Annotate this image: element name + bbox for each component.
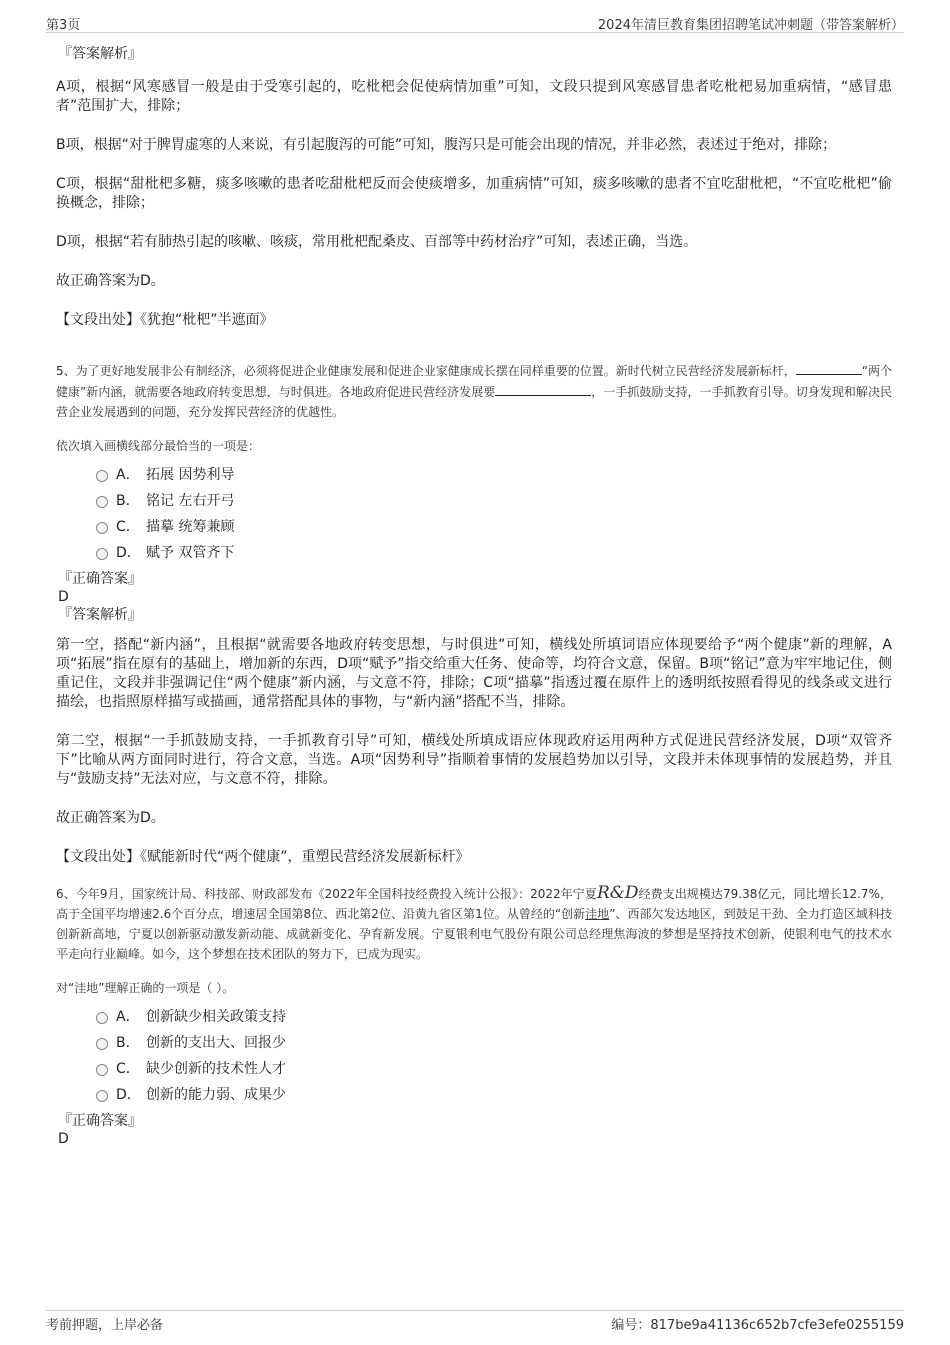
correct-answer-label: 『正确答案』 [58, 571, 142, 587]
question-prompt: 依次填入画横线部分最恰当的一项是： [56, 439, 261, 453]
conclusion: 故正确答案为D。 [56, 273, 165, 289]
answer-analysis-label: 『答案解析』 [58, 46, 142, 62]
option-a[interactable]: A． 创新缺少相关政策支持 [96, 1004, 892, 1030]
analysis-paragraph: 第一空，搭配“新内涵”，且根据“就需要各地政府转变思想，与时俱进”可知，横线处所填词语应体现要给予“两个健康”新的理解，A项“拓展”指在原有的基础上，增加新的东西，D项“赋予”指交给重大任务、使命等，均符合文意，保留。B项“铭记”意为牢牢地记住，侧重记住，文段并非强调记住“两个健康”新内涵，与文意不符，排除；C项“描摹”指透过覆在原件上的透明纸按照看得见的线条或文进行描绘，也指照原样描写或描画，通常搭配具体的事物，与“新内涵”搭配不当，排除。 [56, 637, 892, 710]
analysis-paragraph: 第二空，根据“一手抓鼓励支持，一手抓教育引导”可知，横线处所填成语应体现政府运用两种方式促进民营经济发展，D项“双管齐下”比喻从两方面同时进行，符合文意，当选。A项“因势利导”指顺着事情的发展趋势加以引导，文段并未体现事情的发展趋势，并且与“鼓励支持”无法对应，与文意不符，排除。 [56, 733, 892, 787]
option-a[interactable]: A． 拓展 因势利导 [96, 462, 892, 488]
radio-icon[interactable] [96, 1038, 108, 1050]
correct-answer-label: 『正确答案』 [58, 1113, 142, 1129]
fill-blank [796, 360, 862, 375]
radio-icon[interactable] [96, 1064, 108, 1076]
document-title: 2024年清巨教育集团招聘笔试冲刺题（带答案解析） [597, 18, 904, 33]
correct-answer: D [58, 1131, 69, 1147]
correct-answer: D [58, 589, 69, 605]
option-b[interactable]: B． 铭记 左右开弓 [96, 488, 892, 514]
source-note: 【文段出处】《犹抱“枇杷”半遮面》 [56, 312, 274, 328]
analysis-paragraph: C项，根据“甜枇杷多糖，痰多咳嗽的患者吃甜枇杷反而会使痰增多，加重病情”可知，痰多咳嗽的患者不宜吃甜枇杷，“不宜吃枇杷”偷换概念，排除； [56, 176, 892, 211]
radio-icon[interactable] [96, 496, 108, 508]
source-note: 【文段出处】《赋能新时代“两个健康”，重塑民营经济发展新标杆》 [56, 849, 470, 865]
option-b[interactable]: B． 创新的支出大、回报少 [96, 1030, 892, 1056]
question-prompt: 对“洼地”理解正确的一项是（ ）。 [56, 981, 235, 995]
option-list [96, 462, 892, 566]
fill-blank [495, 381, 591, 396]
radio-icon[interactable] [96, 548, 108, 560]
analysis-paragraph: B项，根据“对于脾胃虚寒的人来说，有引起腹泻的可能”可知，腹泻只是可能会出现的情况，并非必然，表述过于绝对，排除； [56, 137, 837, 153]
question-stem: 5、为了更好地发展非公有制经济，必须将促进企业健康发展和促进企业家健康成长摆在同样重要的位置。新时代树立民营经济发展新标杆， “两个健康”新内涵，就需要各地政府转变思想，与时俱进。各地政府促进民营经济发展要 ，一手抓鼓励支持，一手抓教育引导。切身发现和解决民营企业发展遇到的问题，充分发挥民营经济的优越性。 [56, 360, 892, 422]
question-stem: 6、今年9月，国家统计局、科技部、财政部发布《2022年全国科技经费投入统计公报》：2022年宁夏R&D经费支出规模达79.38亿元，同比增长12.7%，高于全国平均增速2.6个百分点，增速居全国第8位、西北第2位、沿黄九省区第1位。从曾经的“创新洼地”、西部欠发达地区，到鼓足干劲、全力打造区域科技创新新高地，宁夏以创新驱动激发新动能、成就新变化、孕育新发展。宁夏银利电气股份有限公司总经理焦海波的梦想是坚持技术创新，使银利电气的技术水平走向行业巅峰。如今，这个梦想在技术团队的努力下，已成为现实。 [56, 883, 892, 961]
page-footer [46, 1310, 904, 1333]
page-header [46, 12, 904, 33]
conclusion: 故正确答案为D。 [56, 810, 165, 826]
radio-icon[interactable] [96, 1090, 108, 1102]
analysis-paragraph: D项，根据“若有肺热引起的咳嗽、咳痰，常用枇杷配桑皮、百部等中药材治疗”可知，表述正确，当选。 [56, 234, 698, 250]
page-number: 第3页 [46, 18, 81, 33]
radio-icon[interactable] [96, 522, 108, 534]
document-id: 编号：817be9a41136c652b7cfe3efe0255159 [611, 1318, 904, 1333]
radio-icon[interactable] [96, 1012, 108, 1024]
document-body [56, 44, 892, 1148]
option-d[interactable]: D． 赋予 双管齐下 [96, 540, 892, 566]
option-c[interactable]: C． 缺少创新的技术性人才 [96, 1056, 892, 1082]
option-d[interactable]: D． 创新的能力弱、成果少 [96, 1082, 892, 1108]
footer-slogan: 考前押题，上岸必备 [46, 1318, 164, 1333]
answer-analysis-label: 『答案解析』 [58, 607, 142, 623]
option-list [96, 1004, 892, 1108]
radio-icon[interactable] [96, 470, 108, 482]
option-c[interactable]: C． 描摹 统筹兼顾 [96, 514, 892, 540]
analysis-paragraph: A项，根据“风寒感冒一般是由于受寒引起的，吃枇杷会促使病情加重”可知，文段只提到风寒感冒患者吃枇杷易加重病情，“感冒患者”范围扩大，排除； [56, 79, 892, 114]
